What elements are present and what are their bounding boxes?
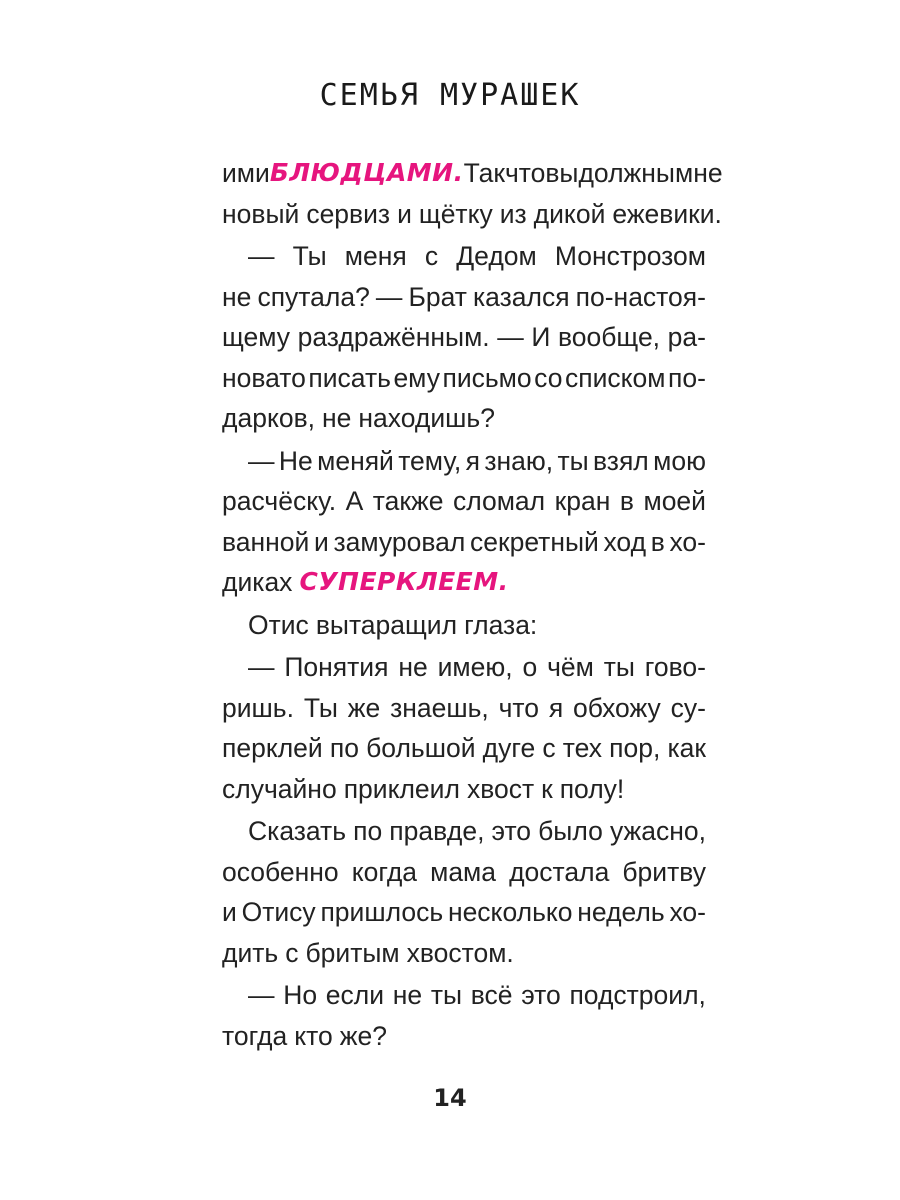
word: списком bbox=[564, 362, 666, 393]
word: хо- bbox=[669, 526, 706, 557]
word: если bbox=[325, 980, 385, 1010]
text-line bbox=[222, 441, 706, 482]
word: вытаращил bbox=[315, 609, 458, 640]
word: я bbox=[465, 445, 480, 476]
word: дить bbox=[222, 937, 279, 968]
text-line bbox=[222, 562, 706, 603]
word: правде, bbox=[389, 816, 485, 846]
word: дарков, bbox=[222, 403, 316, 433]
word: это bbox=[491, 816, 532, 846]
word: мне bbox=[674, 158, 723, 188]
word: находишь? bbox=[358, 403, 495, 433]
text-line bbox=[222, 688, 706, 729]
word: не bbox=[322, 403, 352, 433]
word: знаешь, bbox=[390, 692, 489, 723]
word: письмо bbox=[442, 362, 532, 393]
text-line bbox=[222, 811, 706, 852]
word: и bbox=[222, 897, 237, 927]
word: бритву bbox=[622, 856, 706, 887]
word: дуге bbox=[482, 733, 536, 763]
running-header: СЕМЬЯ МУРАШЕК bbox=[319, 78, 581, 113]
word: не bbox=[392, 980, 423, 1010]
word: ты bbox=[557, 445, 589, 476]
word: и bbox=[314, 526, 329, 557]
word: Понятия bbox=[284, 652, 389, 682]
word: тех bbox=[562, 733, 602, 763]
word: су- bbox=[670, 692, 706, 723]
text-line bbox=[222, 605, 706, 646]
word: замуровал bbox=[333, 526, 466, 557]
text-line bbox=[222, 892, 706, 933]
word: хо- bbox=[669, 897, 706, 927]
word: я bbox=[548, 692, 564, 723]
word: ты bbox=[430, 980, 463, 1010]
word: в bbox=[619, 486, 634, 516]
word: чём bbox=[547, 652, 594, 682]
word: о bbox=[522, 652, 538, 682]
text-line bbox=[222, 317, 706, 358]
word: к bbox=[541, 773, 553, 804]
word: меня bbox=[344, 241, 407, 271]
word: подстроил, bbox=[569, 980, 706, 1010]
word: Ты bbox=[303, 692, 338, 723]
word: моей bbox=[643, 486, 706, 516]
word: новый bbox=[222, 198, 300, 229]
text-line bbox=[222, 522, 706, 563]
word: по-настоя- bbox=[575, 281, 706, 312]
word: хвост bbox=[466, 773, 535, 804]
word: достала bbox=[509, 856, 610, 887]
text-line bbox=[222, 975, 706, 1016]
word: — bbox=[248, 445, 275, 476]
word: ришь. bbox=[222, 692, 294, 723]
paragraph bbox=[222, 975, 706, 1056]
paragraph bbox=[222, 236, 706, 439]
word: ему bbox=[393, 362, 440, 393]
word: секретный bbox=[470, 526, 599, 557]
paragraph bbox=[222, 811, 706, 973]
word: вообще, bbox=[558, 322, 661, 352]
word: спутала? bbox=[257, 281, 370, 312]
word: щётку bbox=[418, 198, 493, 229]
word: Монстрозом bbox=[554, 241, 706, 271]
word: Отису bbox=[241, 897, 316, 927]
word: — bbox=[248, 241, 275, 271]
text-line bbox=[222, 728, 706, 769]
word: полу! bbox=[559, 773, 625, 804]
page-number: 14 bbox=[433, 1084, 467, 1112]
text-line bbox=[222, 769, 706, 810]
word: расчёску. bbox=[222, 486, 337, 516]
word: Ты bbox=[292, 241, 327, 271]
word: Не bbox=[278, 445, 313, 476]
word: же? bbox=[339, 1020, 387, 1051]
text-line bbox=[222, 358, 706, 399]
text-line bbox=[222, 236, 706, 277]
word: взял bbox=[593, 445, 649, 476]
word: же bbox=[347, 692, 381, 723]
word: гово- bbox=[644, 652, 706, 682]
word: ими bbox=[222, 158, 270, 188]
word: раздражённым. bbox=[297, 322, 490, 352]
highlight-word: БЛЮДЦАМИ. bbox=[269, 158, 464, 187]
word: щему bbox=[222, 322, 291, 352]
word: Отис bbox=[248, 609, 309, 640]
word: Дедом bbox=[456, 241, 537, 271]
text-line bbox=[222, 647, 706, 688]
highlight-word: СУПЕРКЛЕЕМ. bbox=[299, 567, 509, 596]
text-line bbox=[222, 481, 706, 522]
word: должны bbox=[578, 158, 675, 188]
word: — bbox=[248, 652, 275, 682]
word: Брат bbox=[408, 281, 467, 312]
word: приклеил bbox=[343, 773, 460, 804]
word: — bbox=[497, 322, 524, 352]
text-line bbox=[222, 933, 706, 974]
word: ванной bbox=[222, 526, 310, 557]
word: сломал bbox=[452, 486, 546, 516]
word: пор, bbox=[609, 733, 661, 763]
word: вы bbox=[545, 158, 579, 188]
word: мою bbox=[653, 445, 706, 476]
word: перклей bbox=[222, 733, 323, 763]
word: знаю, bbox=[484, 445, 554, 476]
word: по bbox=[353, 816, 383, 846]
word: ты bbox=[603, 652, 635, 682]
paragraph bbox=[222, 153, 723, 234]
paragraph bbox=[222, 441, 706, 603]
word: ра- bbox=[667, 322, 706, 352]
page-body-text bbox=[222, 153, 723, 1056]
word: сервиз bbox=[306, 198, 391, 229]
word: Но bbox=[283, 980, 318, 1010]
word: И bbox=[531, 322, 551, 352]
word: кто bbox=[294, 1020, 333, 1051]
word: Сказать bbox=[248, 816, 347, 846]
word: не bbox=[222, 281, 252, 312]
word: тему, bbox=[398, 445, 462, 476]
word: это bbox=[521, 980, 561, 1010]
word: диках bbox=[222, 567, 293, 597]
text-line bbox=[222, 398, 706, 439]
word: ужасно, bbox=[609, 816, 706, 846]
word: глаза: bbox=[464, 609, 538, 640]
word: большой bbox=[366, 733, 476, 763]
word: было bbox=[538, 816, 603, 846]
text-line bbox=[222, 194, 722, 235]
word: — bbox=[375, 281, 403, 312]
word: всё bbox=[470, 980, 513, 1010]
word: случайно bbox=[222, 773, 337, 804]
word: А bbox=[345, 486, 364, 516]
word: с bbox=[285, 937, 299, 968]
word: из bbox=[499, 198, 527, 229]
word: дикой bbox=[533, 198, 606, 229]
paragraph bbox=[222, 647, 706, 809]
word: в bbox=[650, 526, 665, 557]
word: по- bbox=[668, 362, 706, 393]
word: с bbox=[542, 733, 556, 763]
text-line bbox=[222, 153, 723, 194]
word: новато bbox=[222, 362, 306, 393]
word: как bbox=[667, 733, 706, 763]
word: особенно bbox=[222, 856, 339, 887]
word: не bbox=[398, 652, 428, 682]
word: что bbox=[498, 692, 539, 723]
word: Так bbox=[463, 158, 505, 188]
text-line bbox=[222, 1016, 706, 1057]
word: кран bbox=[554, 486, 611, 516]
word: и bbox=[397, 198, 412, 229]
word: когда bbox=[351, 856, 418, 887]
text-line bbox=[222, 852, 706, 893]
word: ежевики. bbox=[612, 198, 722, 229]
word: имею, bbox=[437, 652, 513, 682]
word: мама bbox=[430, 856, 497, 887]
word: с bbox=[424, 241, 439, 271]
word: по bbox=[329, 733, 359, 763]
word: недель bbox=[577, 897, 665, 927]
word: со bbox=[534, 362, 563, 393]
word: тогда bbox=[222, 1020, 288, 1051]
word: — bbox=[248, 980, 275, 1010]
word: пришлось bbox=[320, 897, 444, 927]
word: что bbox=[504, 158, 546, 188]
word: обхожу bbox=[573, 692, 661, 723]
word: бритым bbox=[305, 937, 400, 968]
word: хвостом. bbox=[406, 937, 514, 968]
word: ход bbox=[603, 526, 647, 557]
word: несколько bbox=[447, 897, 573, 927]
word: также bbox=[372, 486, 444, 516]
text-line bbox=[222, 277, 706, 318]
word: казался bbox=[472, 281, 570, 312]
word: писать bbox=[308, 362, 391, 393]
word: меняй bbox=[317, 445, 394, 476]
paragraph bbox=[222, 605, 706, 646]
